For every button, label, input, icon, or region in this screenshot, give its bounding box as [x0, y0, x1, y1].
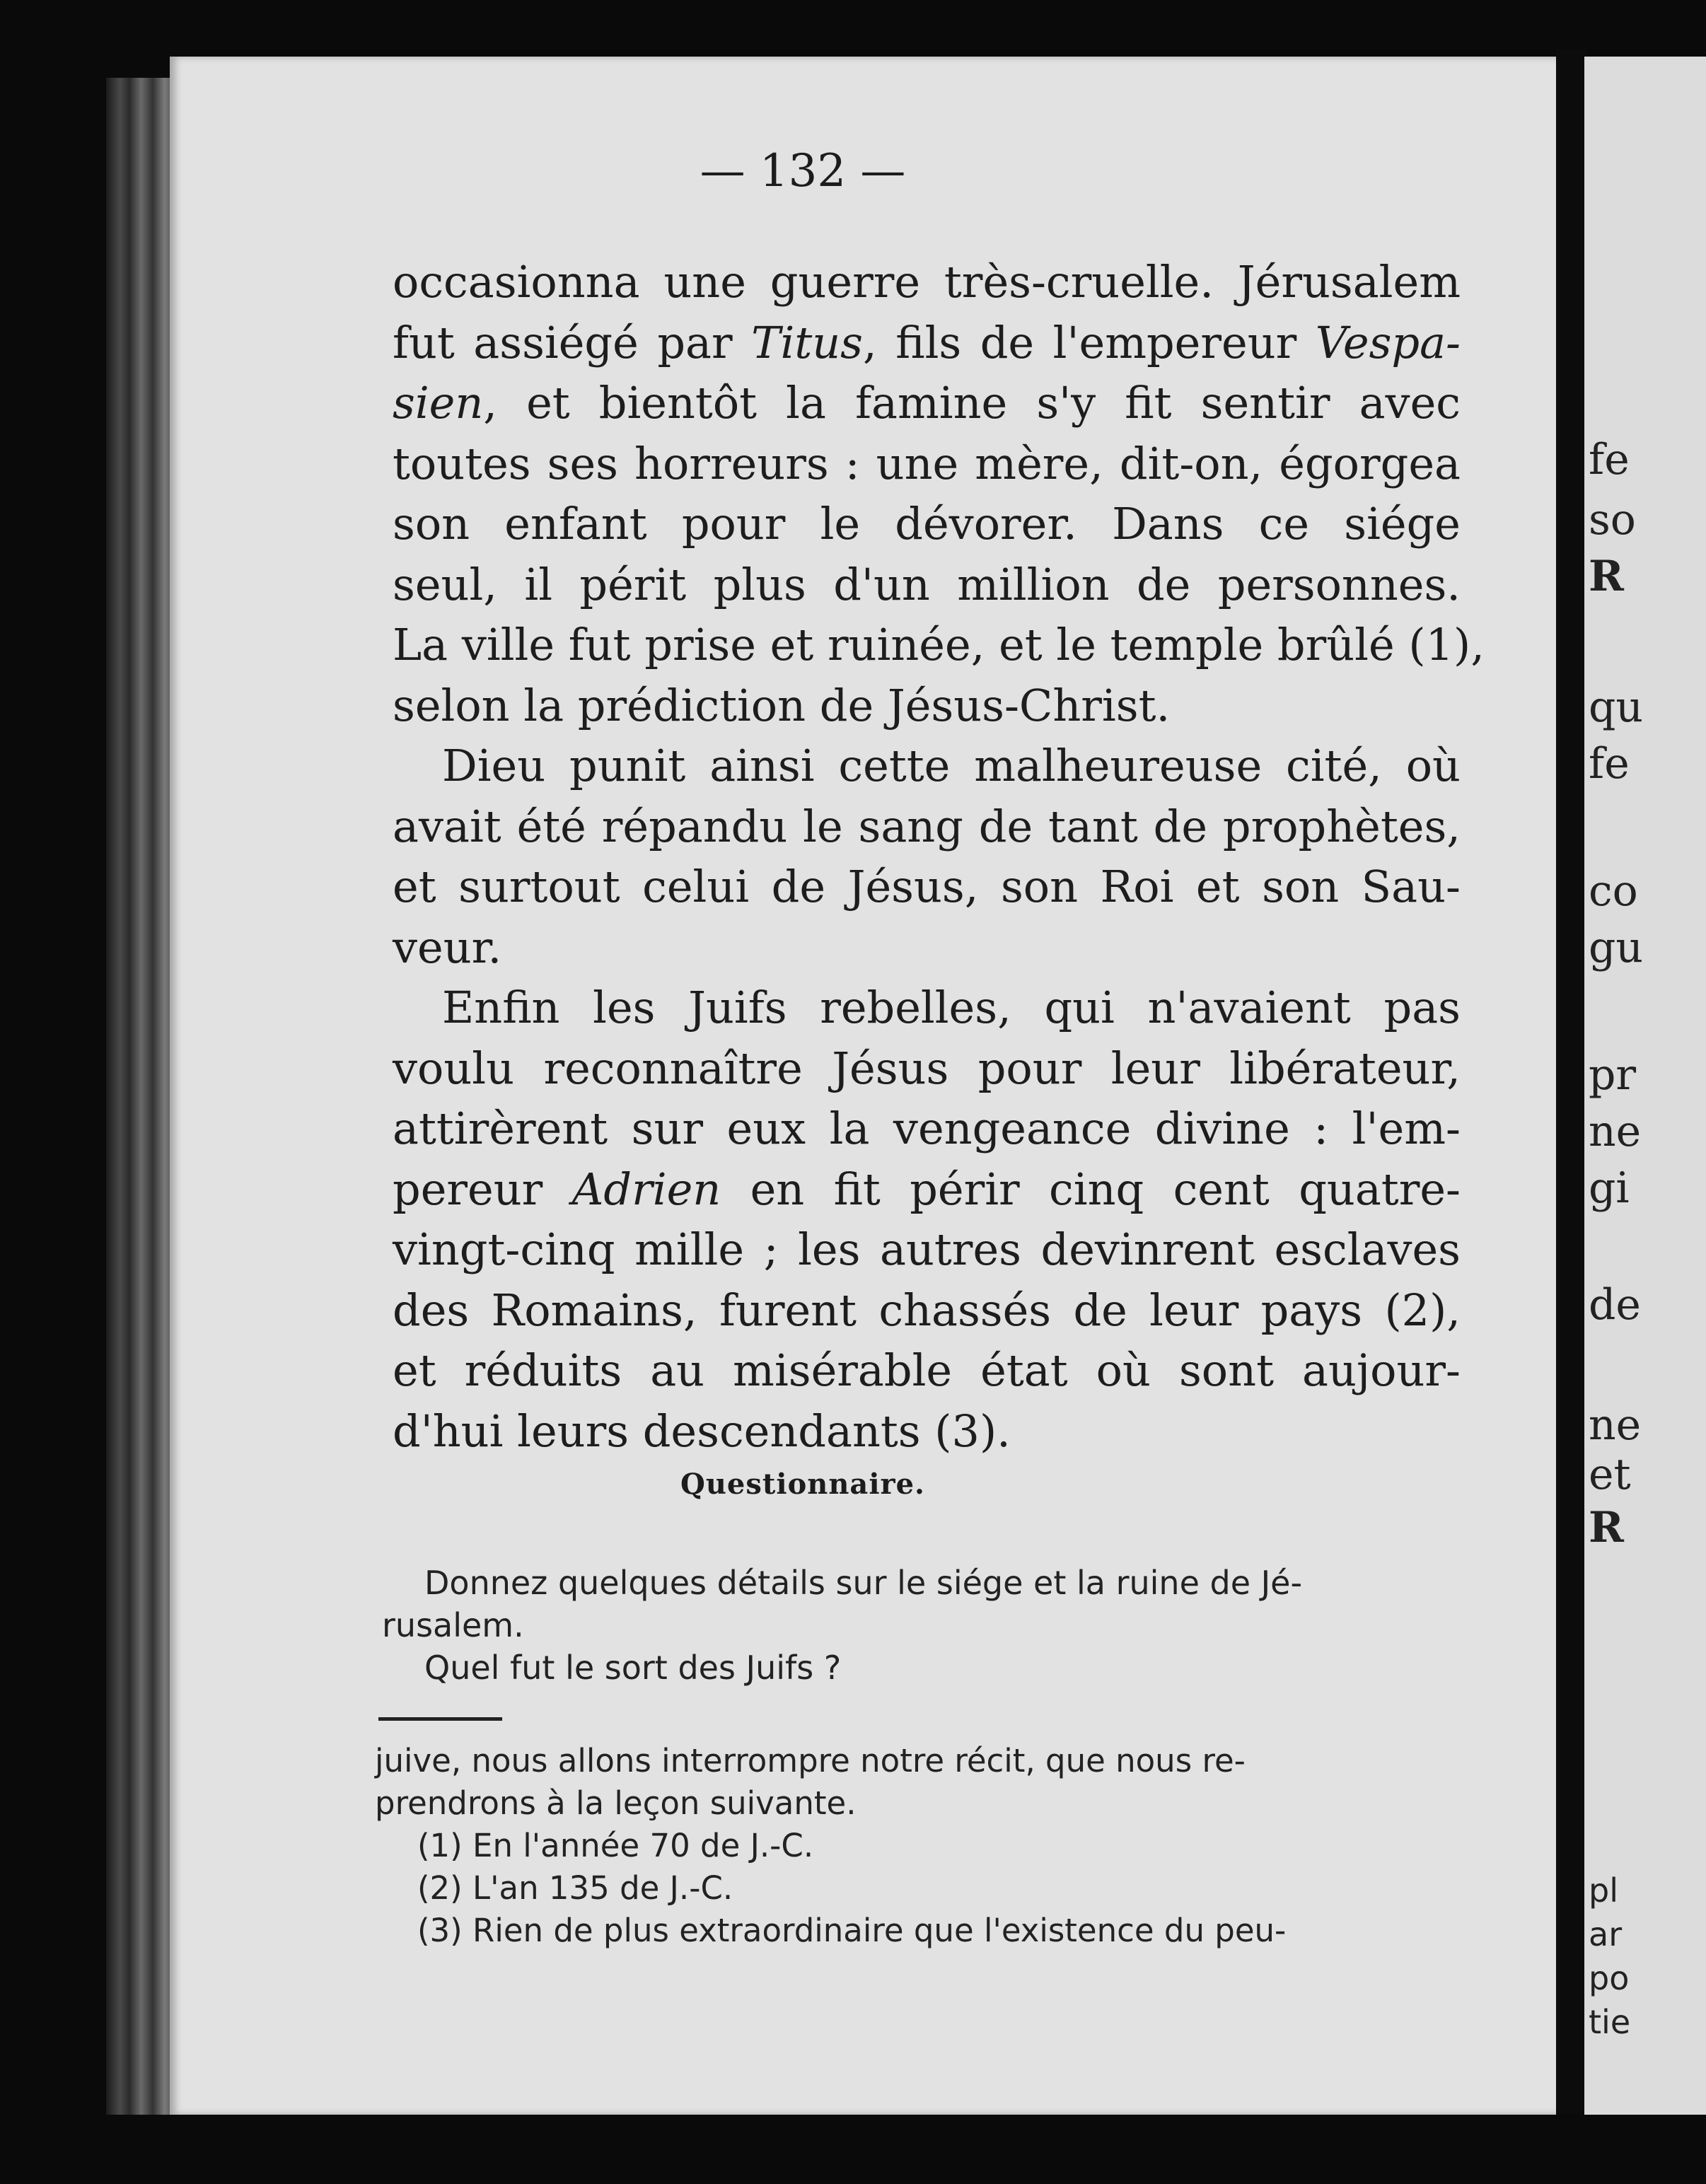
text-line: fut assiégé par Titus, fils de l'empereur Vespa-: [393, 316, 1461, 368]
text-line: sien, et bientôt la famine s'y fit sentir avec: [393, 377, 1461, 429]
facing-fragment: gi: [1589, 1163, 1630, 1213]
facing-fragment: ne: [1589, 1107, 1642, 1156]
question-line: Quel fut le sort des Juifs ?: [424, 1649, 842, 1687]
text-line: et réduits au misérable état où sont aujour-: [393, 1344, 1461, 1396]
text-line: La ville fut prise et ruinée, et le temple brûlé (1),: [393, 619, 1485, 670]
facing-fragment: pr: [1589, 1050, 1637, 1100]
body-text: [393, 252, 1485, 1461]
scan-top-border: [0, 0, 1706, 57]
text-line: avait été répandu le sang de tant de prophètes,: [393, 800, 1461, 852]
facing-fragment: co: [1589, 866, 1638, 916]
questionnaire: [382, 1562, 1457, 1689]
text-line: Dieu punit ainsi cette malheureuse cité, où: [442, 740, 1461, 791]
facing-fragment: R: [1589, 1503, 1624, 1552]
facing-fragment: so: [1589, 495, 1636, 545]
footnote-line: prendrons à la leçon suivante.: [375, 1784, 857, 1822]
text-line: d'hui leurs descendants (3).: [393, 1405, 1011, 1457]
facing-fragment: ar: [1589, 1915, 1623, 1953]
text-line: et surtout celui de Jésus, son Roi et son Sau-: [393, 861, 1461, 912]
text-line: voulu reconnaître Jésus pour leur libérateur,: [393, 1042, 1461, 1094]
footnote-line: (2) L'an 135 de J.-C.: [417, 1869, 733, 1907]
footnotes: [375, 1740, 1450, 1952]
scan-bottom-border: [0, 2115, 1706, 2184]
text-line: occasionna une guerre très-cruelle. Jérusalem: [393, 256, 1461, 308]
text-line: veur.: [393, 921, 502, 973]
page-number: — 132 —: [700, 145, 906, 197]
question-line: rusalem.: [382, 1606, 524, 1644]
text-line: pereur Adrien en fit périr cinq cent quatre-: [393, 1163, 1461, 1215]
facing-fragment: fe: [1589, 739, 1630, 789]
facing-fragment: et: [1589, 1450, 1631, 1499]
text-line: seul, il périt plus d'un million de personnes.: [393, 558, 1461, 610]
section-heading: Questionnaire.: [680, 1468, 925, 1501]
text-line: vingt-cinq mille ; les autres devinrent esclaves: [393, 1224, 1461, 1275]
question-line: Donnez quelques détails sur le siége et la ruine de Jé-: [424, 1564, 1303, 1602]
facing-fragment: ne: [1589, 1400, 1642, 1450]
footnote-rule: [378, 1717, 502, 1721]
facing-fragment: gu: [1589, 923, 1644, 972]
facing-fragment: pl: [1589, 1871, 1618, 1910]
text-line: son enfant pour le dévorer. Dans ce siége: [393, 498, 1461, 550]
text-line: des Romains, furent chassés de leur pays (2),: [393, 1284, 1461, 1336]
text-line: toutes ses horreurs : une mère, dit-on, égorgea: [393, 437, 1461, 489]
footnote-line: (3) Rien de plus extraordinaire que l'existence du peu-: [417, 1912, 1287, 1949]
facing-fragment: de: [1589, 1280, 1641, 1330]
text-line: Enfin les Juifs rebelles, qui n'avaient pas: [442, 982, 1461, 1033]
footnote-line: (1) En l'année 70 de J.-C.: [417, 1827, 814, 1864]
text-line: selon la prédiction de Jésus-Christ.: [393, 679, 1171, 731]
facing-page: [1584, 57, 1706, 2122]
book-gutter: [1556, 50, 1587, 2129]
facing-fragment: po: [1589, 1959, 1630, 1997]
facing-fragment: R: [1589, 552, 1624, 601]
facing-fragment: fe: [1589, 435, 1630, 484]
footnote-line: juive, nous allons interrompre notre récit, que nous re-: [375, 1742, 1246, 1779]
facing-fragment: qu: [1589, 682, 1644, 732]
text-line: attirèrent sur eux la vengeance divine : l'em-: [393, 1103, 1461, 1154]
facing-fragment: tie: [1589, 2003, 1631, 2041]
